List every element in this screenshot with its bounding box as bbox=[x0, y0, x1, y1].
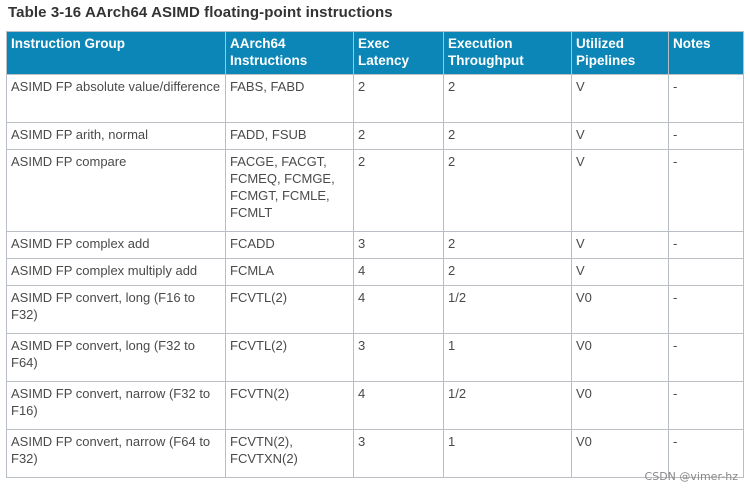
cell-throughput: 2 bbox=[444, 150, 572, 232]
cell-pipelines: V bbox=[572, 232, 669, 259]
cell-instruction-group: ASIMD FP compare bbox=[7, 150, 226, 232]
table-caption: Table 3-16 AArch64 ASIMD floating-point instructions bbox=[8, 4, 393, 21]
asimd-fp-instructions-table bbox=[6, 31, 744, 478]
header-aarch64-instructions: AArch64 Instructions bbox=[226, 32, 354, 75]
cell-throughput: 1 bbox=[444, 430, 572, 478]
cell-notes: - bbox=[669, 75, 744, 123]
table-row bbox=[7, 430, 744, 478]
header-instruction-group: Instruction Group bbox=[7, 32, 226, 75]
header-exec-latency: Exec Latency bbox=[354, 32, 444, 75]
cell-pipelines: V bbox=[572, 150, 669, 232]
table-header bbox=[7, 32, 744, 75]
cell-latency: 3 bbox=[354, 334, 444, 382]
table-row bbox=[7, 334, 744, 382]
cell-instructions: FCVTN(2), FCVTXN(2) bbox=[226, 430, 354, 478]
cell-throughput: 1/2 bbox=[444, 382, 572, 430]
cell-instructions: FCVTL(2) bbox=[226, 286, 354, 334]
cell-instruction-group: ASIMD FP convert, long (F32 to F64) bbox=[7, 334, 226, 382]
table-row bbox=[7, 259, 744, 286]
cell-pipelines: V0 bbox=[572, 334, 669, 382]
cell-instructions: FCADD bbox=[226, 232, 354, 259]
cell-notes: - bbox=[669, 430, 744, 478]
cell-instruction-group: ASIMD FP arith, normal bbox=[7, 123, 226, 150]
table-row bbox=[7, 382, 744, 430]
cell-notes: - bbox=[669, 150, 744, 232]
cell-pipelines: V0 bbox=[572, 382, 669, 430]
cell-latency: 3 bbox=[354, 232, 444, 259]
header-utilized-pipelines: Utilized Pipelines bbox=[572, 32, 669, 75]
cell-notes: - bbox=[669, 334, 744, 382]
cell-latency: 4 bbox=[354, 286, 444, 334]
cell-throughput: 2 bbox=[444, 232, 572, 259]
cell-throughput: 2 bbox=[444, 123, 572, 150]
cell-instruction-group: ASIMD FP complex add bbox=[7, 232, 226, 259]
cell-instructions: FCMLA bbox=[226, 259, 354, 286]
header-notes: Notes bbox=[669, 32, 744, 75]
cell-latency: 2 bbox=[354, 75, 444, 123]
cell-throughput: 1/2 bbox=[444, 286, 572, 334]
table-row bbox=[7, 123, 744, 150]
watermark: CSDN @vimer-hz bbox=[644, 470, 738, 483]
cell-notes: - bbox=[669, 232, 744, 259]
cell-latency: 2 bbox=[354, 150, 444, 232]
cell-notes: - bbox=[669, 286, 744, 334]
cell-instruction-group: ASIMD FP convert, long (F16 to F32) bbox=[7, 286, 226, 334]
cell-throughput: 1 bbox=[444, 334, 572, 382]
cell-instructions: FACGE, FACGT, FCMEQ, FCMGE, FCMGT, FCMLE, FCMLT bbox=[226, 150, 354, 232]
table-row bbox=[7, 232, 744, 259]
cell-instructions: FCVTL(2) bbox=[226, 334, 354, 382]
header-row bbox=[7, 32, 744, 75]
table-body bbox=[7, 75, 744, 478]
cell-instruction-group: ASIMD FP convert, narrow (F64 to F32) bbox=[7, 430, 226, 478]
cell-latency: 4 bbox=[354, 382, 444, 430]
cell-latency: 3 bbox=[354, 430, 444, 478]
header-execution-throughput: Execution Throughput bbox=[444, 32, 572, 75]
cell-latency: 2 bbox=[354, 123, 444, 150]
cell-pipelines: V bbox=[572, 259, 669, 286]
cell-instructions: FADD, FSUB bbox=[226, 123, 354, 150]
cell-throughput: 2 bbox=[444, 259, 572, 286]
cell-notes: - bbox=[669, 382, 744, 430]
table-row bbox=[7, 286, 744, 334]
table-row bbox=[7, 75, 744, 123]
cell-instructions: FCVTN(2) bbox=[226, 382, 354, 430]
cell-pipelines: V0 bbox=[572, 430, 669, 478]
cell-instruction-group: ASIMD FP absolute value/difference bbox=[7, 75, 226, 123]
cell-pipelines: V bbox=[572, 75, 669, 123]
cell-notes: - bbox=[669, 123, 744, 150]
cell-instructions: FABS, FABD bbox=[226, 75, 354, 123]
cell-instruction-group: ASIMD FP convert, narrow (F32 to F16) bbox=[7, 382, 226, 430]
cell-pipelines: V0 bbox=[572, 286, 669, 334]
cell-throughput: 2 bbox=[444, 75, 572, 123]
cell-notes bbox=[669, 259, 744, 286]
cell-latency: 4 bbox=[354, 259, 444, 286]
cell-pipelines: V bbox=[572, 123, 669, 150]
table-row bbox=[7, 150, 744, 232]
cell-instruction-group: ASIMD FP complex multiply add bbox=[7, 259, 226, 286]
